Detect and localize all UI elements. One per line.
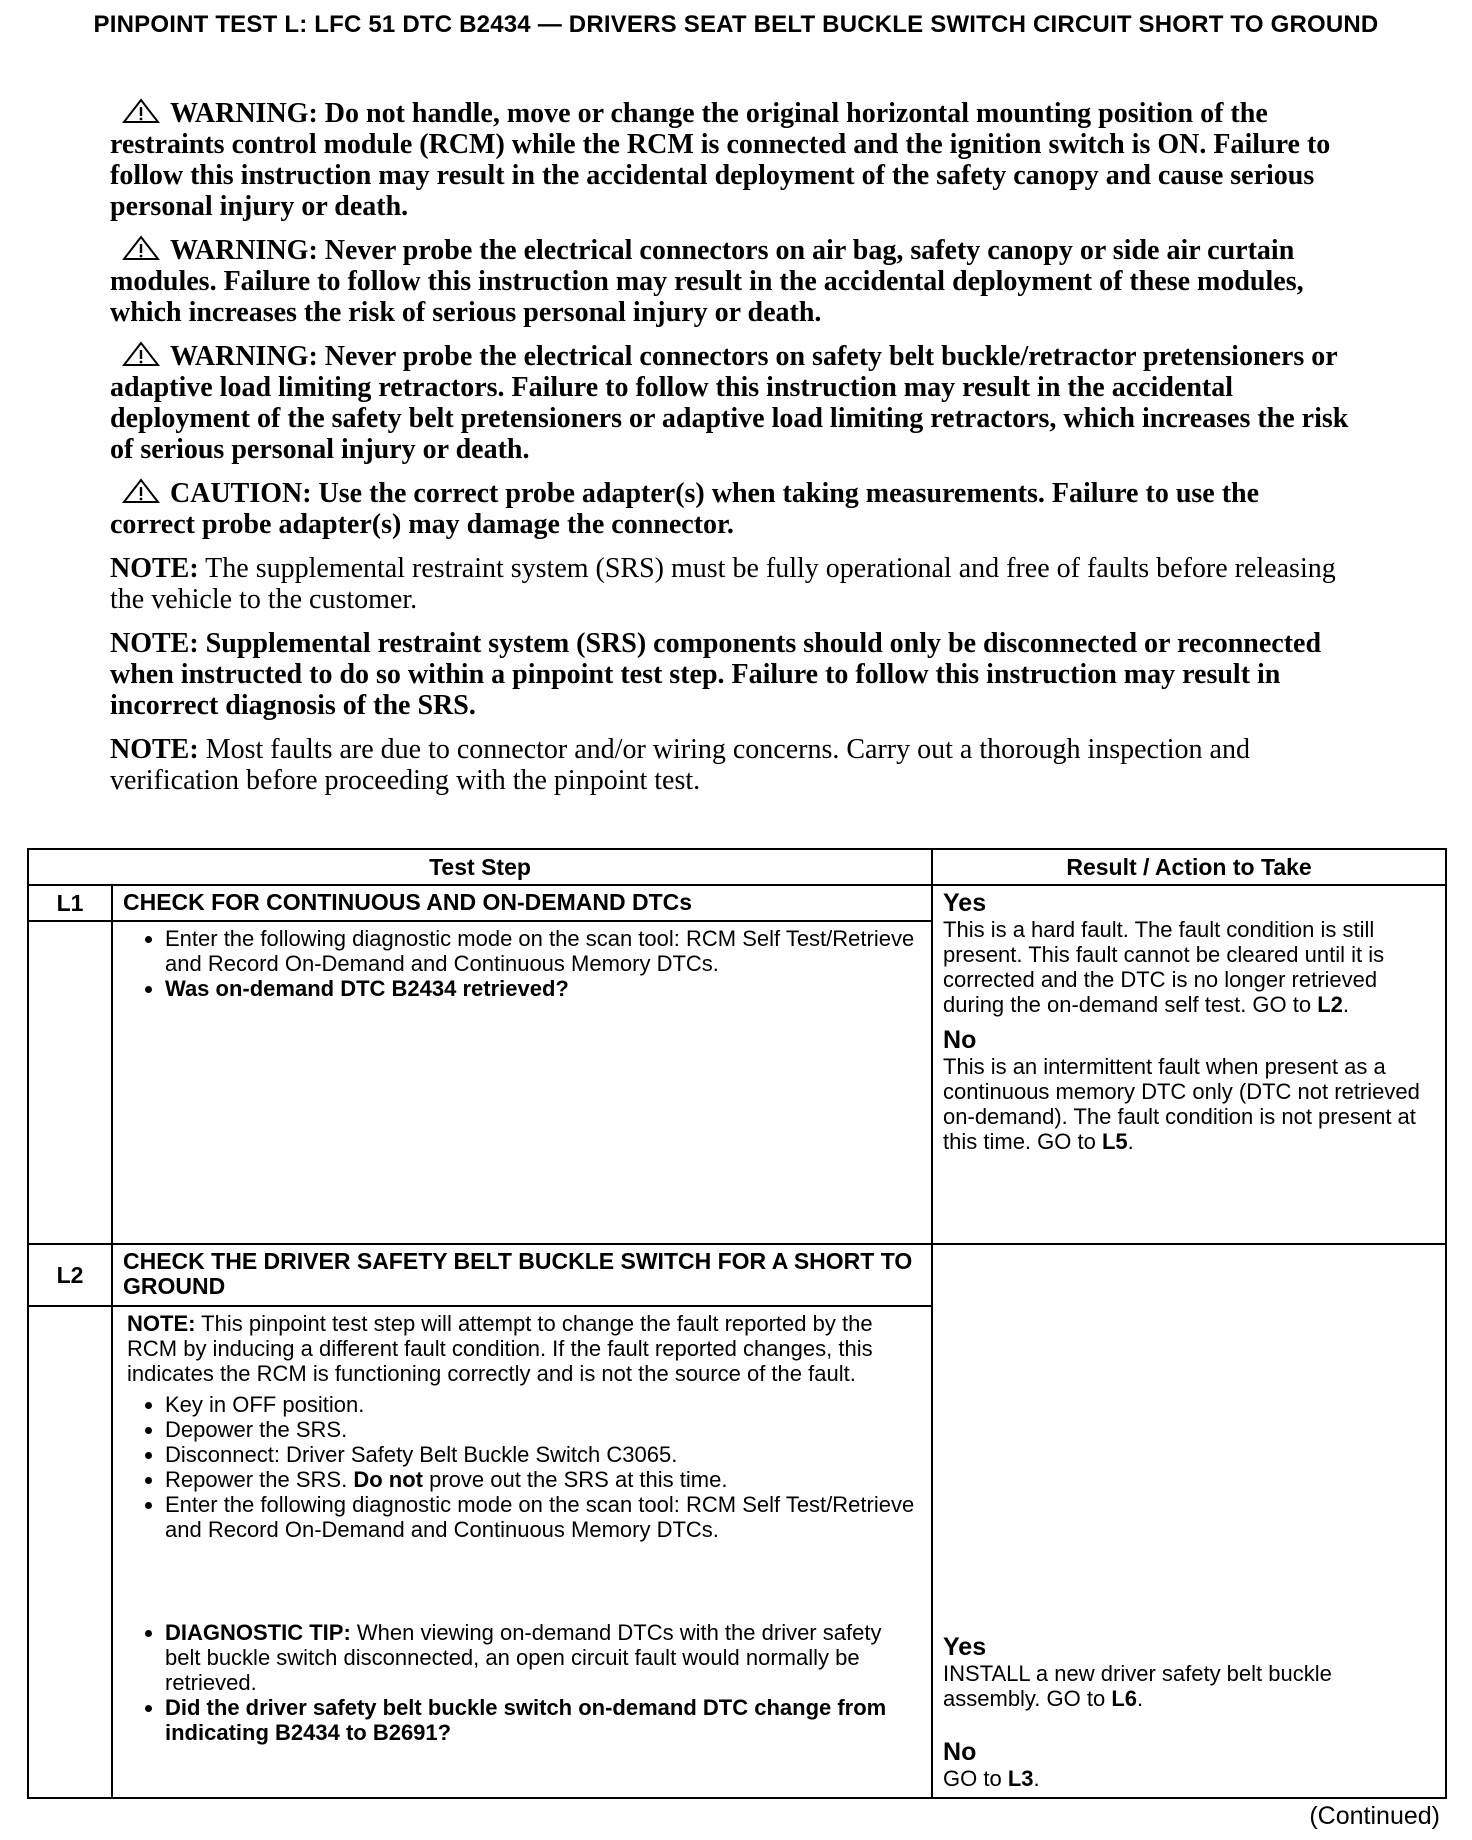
result-yes-l2: Yes INSTALL a new driver safety belt buckle assembly. GO to L6. (943, 1633, 1332, 1711)
step-procedure-l2 (112, 1306, 932, 1798)
list-item: • Depower the SRS. (165, 1417, 919, 1442)
caution-probe-adapters: CAUTION: Use the correct probe adapter(s) when taking measurements. Failure to use the correct probe adapter(s) may damage the connector. (110, 478, 1260, 540)
goto-link-l2[interactable]: L2 (1317, 992, 1343, 1017)
step-number-spacer (28, 921, 112, 1244)
result-no-l1: No This is an intermittent fault when present as a continuous memory DTC only (DTC not retrieved on-demand). The fault condition is not present at this time. GO to L5. (943, 1026, 1420, 1154)
list-item: • Did the driver safety belt buckle switch on-demand DTC change from indicating B2434 to B2691? (165, 1695, 919, 1745)
warning-rcm-handling: WARNING: Do not handle, move or change the original horizontal mounting position of the restraints control module (RCM) while the RCM is connected and the ignition switch is ON. Failure to follow this instruction may result in the accidental deployment of the safety canopy and cause serious personal injury or death. (110, 98, 1331, 222)
step-number-spacer (28, 1306, 112, 1798)
goto-link-l6[interactable]: L6 (1111, 1686, 1138, 1711)
warning-triangle-icon (122, 478, 160, 504)
step-heading-l2: CHECK THE DRIVER SAFETY BELT BUCKLE SWITCH FOR A SHORT TO GROUND (112, 1244, 932, 1306)
step-procedure-l1 (112, 921, 932, 1244)
list-item: • Was on-demand DTC B2434 retrieved? (165, 976, 919, 1001)
table-row (28, 885, 1446, 921)
list-item: • DIAGNOSTIC TIP: When viewing on-demand DTCs with the driver safety belt buckle switch disconnected, an open circuit fault would normally be retrieved. (165, 1620, 919, 1695)
note-srs-operational: NOTE: The supplemental restraint system (SRS) must be fully operational and free of faults before releasing the vehicle to the customer. (110, 553, 1336, 615)
step-number-l1: L1 (28, 885, 112, 921)
pinpoint-test-table (27, 848, 1447, 1799)
warning-triangle-icon (122, 235, 160, 261)
result-yes-l1: Yes This is a hard fault. The fault condition is still present. This fault cannot be cleared until it is corrected and the DTC is no longer retrieved during the on-demand self test. GO to L2. (943, 889, 1385, 1017)
result-cell-l1 (932, 885, 1446, 1244)
step-number-l2: L2 (28, 1244, 112, 1306)
result-cell-l2 (932, 1244, 1446, 1798)
column-header-result: Result / Action to Take (932, 849, 1446, 885)
list-item: • Repower the SRS. Do not prove out the SRS at this time. (165, 1467, 919, 1492)
warning-triangle-icon (122, 98, 160, 124)
warning-airbag-connectors: WARNING: Never probe the electrical connectors on air bag, safety canopy or side air curtain modules. Failure to follow this instruction may result in the accidental deployment of these modules, which increases the risk of serious personal injury or death. (110, 235, 1304, 328)
page-title: PINPOINT TEST L: LFC 51 DTC B2434 — DRIVERS SEAT BELT BUCKLE SWITCH CIRCUIT SHORT TO GROUND (93, 11, 1379, 38)
note-connector-wiring: NOTE: Most faults are due to connector and/or wiring concerns. Carry out a thorough inspection and verification before proceeding with the pinpoint test. (110, 734, 1250, 796)
column-header-test-step: Test Step (28, 849, 932, 885)
list-item: • Enter the following diagnostic mode on the scan tool: RCM Self Test/Retrieve and Record On-Demand and Continuous Memory DTCs. (165, 926, 919, 976)
list-item: • Enter the following diagnostic mode on the scan tool: RCM Self Test/Retrieve and Record On-Demand and Continuous Memory DTCs. (165, 1492, 919, 1542)
step-note-l2: NOTE: This pinpoint test step will attempt to change the fault reported by the RCM by inducing a different fault condition. If the fault reported changes, this indicates the RCM is functioning correctly and is not the source of the fault. (127, 1311, 873, 1386)
goto-link-l5[interactable]: L5 (1101, 1129, 1128, 1154)
list-item: • Disconnect: Driver Safety Belt Buckle Switch C3065. (165, 1442, 919, 1467)
warning-triangle-icon (122, 341, 160, 367)
warning-pretensioner-connectors: WARNING: Never probe the electrical connectors on safety belt buckle/retractor pretensioners or adaptive load limiting retractors. Failure to follow this instruction may result in the accidental deployment of the safety belt pretensioners or adaptive load limiting retractors, which increases the risk of serious personal injury or death. (110, 341, 1349, 465)
goto-link-l3[interactable]: L3 (1007, 1766, 1034, 1791)
continued-marker: (Continued) (1309, 1802, 1440, 1830)
result-no-l2: No GO to L3. (943, 1738, 1040, 1791)
safety-notices (110, 98, 1350, 809)
table-row (28, 1244, 1446, 1306)
list-item: • Key in OFF position. (165, 1392, 919, 1417)
note-srs-disconnect: NOTE: Supplemental restraint system (SRS) components should only be disconnected or reconnected when instructed to do so within a pinpoint test step. Failure to follow this instruction may result in incorrect diagnosis of the SRS. (110, 628, 1322, 721)
table-header-row (28, 849, 1446, 885)
step-heading-l1: CHECK FOR CONTINUOUS AND ON-DEMAND DTCs (112, 885, 932, 921)
